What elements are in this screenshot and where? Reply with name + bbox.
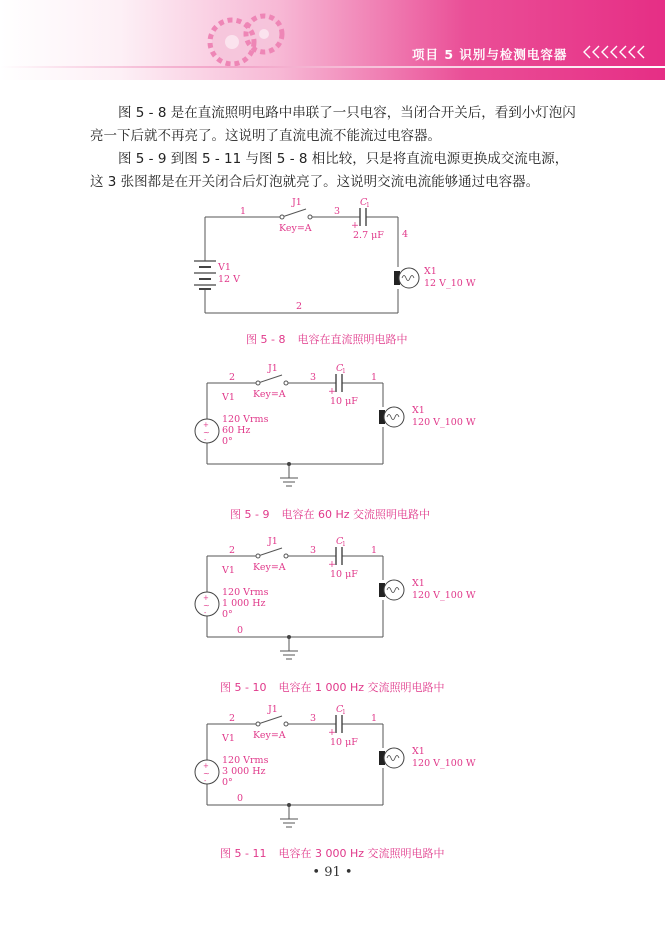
header-divider xyxy=(0,66,665,68)
source-voltage: 120 Vrms xyxy=(222,755,269,766)
caption-number: 图 5 - 10 xyxy=(220,681,267,694)
chevrons-left-icon xyxy=(582,44,652,60)
source-frequency: 1 000 Hz xyxy=(222,598,266,609)
source-phase: 0° xyxy=(222,777,233,788)
cap-plus: + xyxy=(328,727,336,738)
switch-name: J1 xyxy=(268,363,278,374)
figure-caption xyxy=(220,679,445,695)
cap-sub: 1 xyxy=(366,202,370,209)
switch-name: J1 xyxy=(268,536,278,547)
lamp-x1-icon xyxy=(379,580,404,600)
figure-caption xyxy=(246,331,407,347)
switch-name: J1 xyxy=(292,197,302,208)
svg-text:~: ~ xyxy=(203,601,210,610)
capacitor-c1 xyxy=(336,374,342,392)
page-number: • 91 • xyxy=(312,865,353,880)
cap-plus: + xyxy=(351,220,359,231)
svg-text:+: + xyxy=(203,594,209,602)
lamp-value: 12 V_10 W xyxy=(424,278,476,289)
source-frequency: 3 000 Hz xyxy=(222,766,266,777)
chapter-title: 项目 5 识别与检测电容器 xyxy=(412,47,568,62)
node-label: 3 xyxy=(310,372,317,383)
lamp-name: X1 xyxy=(412,746,425,757)
source-voltage: 120 Vrms xyxy=(222,587,269,598)
capacitor-c1 xyxy=(336,715,342,733)
node-label: 2 xyxy=(296,301,303,312)
caption-number: 图 5 - 8 xyxy=(246,333,286,346)
caption-text: 电容在 1 000 Hz 交流照明电路中 xyxy=(278,681,445,694)
figure-5-11 xyxy=(0,703,665,865)
lamp-value: 120 V_100 W xyxy=(412,758,476,769)
svg-text:-: - xyxy=(204,609,207,617)
node-label: 1 xyxy=(371,545,378,556)
ac-source-v1-icon xyxy=(195,592,219,617)
capacitor-c1 xyxy=(336,547,342,565)
node-label: 1 xyxy=(371,372,378,383)
lamp-name: X1 xyxy=(412,405,425,416)
node-label: 3 xyxy=(334,206,341,217)
cap-plus: + xyxy=(328,559,336,570)
cap-value: 10 μF xyxy=(330,396,358,407)
caption-number: 图 5 - 9 xyxy=(230,508,270,521)
switch-key: Key=A xyxy=(253,389,286,400)
lamp-x1-icon xyxy=(394,268,419,288)
lamp-x1-icon xyxy=(379,407,404,427)
svg-text:-: - xyxy=(204,436,207,444)
caption-number: 图 5 - 11 xyxy=(220,847,267,860)
svg-text:~: ~ xyxy=(203,769,210,778)
caption-text: 电容在直流照明电路中 xyxy=(297,333,408,346)
cap-plus: + xyxy=(328,386,336,397)
figure-5-8 xyxy=(0,195,665,350)
node-label: 0 xyxy=(237,793,244,804)
cap-value: 10 μF xyxy=(330,569,358,580)
caption-text: 电容在 60 Hz 交流照明电路中 xyxy=(281,508,431,521)
node-label: 2 xyxy=(229,713,236,724)
node-label: 3 xyxy=(310,713,317,724)
node-label: 2 xyxy=(229,545,236,556)
cap-name: C xyxy=(336,536,344,547)
figure-caption xyxy=(220,845,445,861)
cap-value: 10 μF xyxy=(330,737,358,748)
node-label: 1 xyxy=(240,206,247,217)
ac-source-v1-icon xyxy=(195,419,219,444)
cap-sub: 1 xyxy=(342,709,346,716)
source-name: V1 xyxy=(222,565,235,576)
node-label: 0 xyxy=(237,625,244,636)
svg-text:+: + xyxy=(203,762,209,770)
svg-text:-: - xyxy=(204,777,207,785)
cap-sub: 1 xyxy=(342,368,346,375)
svg-text:+: + xyxy=(203,421,209,429)
switch-key: Key=A xyxy=(253,730,286,741)
source-frequency: 60 Hz xyxy=(222,425,251,436)
switch-key: Key=A xyxy=(253,562,286,573)
battery-v1 xyxy=(194,261,216,289)
source-phase: 0° xyxy=(222,609,233,620)
source-name: V1 xyxy=(222,392,235,403)
source-name: V1 xyxy=(222,733,235,744)
source-name: V1 xyxy=(218,262,231,273)
dc-circuit-diagram xyxy=(0,195,665,350)
svg-text:~: ~ xyxy=(203,428,210,437)
lamp-name: X1 xyxy=(424,266,437,277)
source-voltage: 120 Vrms xyxy=(222,414,269,425)
lamp-name: X1 xyxy=(412,578,425,589)
ac-circuit-diagram xyxy=(0,535,665,697)
paragraph-dc: 图 5 - 8 是在直流照明电路中串联了一只电容，当闭合开关后，看到小灯泡闪亮一下后就不再亮了。这说明了直流电流不能流过电容器。 xyxy=(90,105,576,144)
node-label: 4 xyxy=(402,229,409,240)
figure-caption xyxy=(230,506,430,522)
source-value: 12 V xyxy=(218,274,240,285)
figure-5-10 xyxy=(0,535,665,697)
node-label: 3 xyxy=(310,545,317,556)
capacitor-c1 xyxy=(360,208,366,226)
node-label: 2 xyxy=(229,372,236,383)
switch-name: J1 xyxy=(268,704,278,715)
gear-decoration-icon xyxy=(188,4,298,68)
ac-source-v1-icon xyxy=(195,760,219,785)
cap-name: C xyxy=(360,197,368,208)
cap-value: 2.7 μF xyxy=(353,230,384,241)
lamp-value: 120 V_100 W xyxy=(412,417,476,428)
caption-text: 电容在 3 000 Hz 交流照明电路中 xyxy=(278,847,445,860)
ac-circuit-diagram xyxy=(0,703,665,865)
lamp-value: 120 V_100 W xyxy=(412,590,476,601)
cap-name: C xyxy=(336,363,344,374)
cap-name: C xyxy=(336,704,344,715)
cap-sub: 1 xyxy=(342,541,346,548)
ac-circuit-diagram xyxy=(0,362,665,524)
node-label: 1 xyxy=(371,713,378,724)
switch-key: Key=A xyxy=(279,223,312,234)
source-phase: 0° xyxy=(222,436,233,447)
lamp-x1-icon xyxy=(379,748,404,768)
figure-5-9 xyxy=(0,362,665,524)
paragraph-ac: 图 5 - 9 到图 5 - 11 与图 5 - 8 相比较，只是将直流电源更换成交流电源，这 3 张图都是在开关闭合后灯泡就亮了。这说明交流电流能够通过电容器。 xyxy=(90,151,569,190)
page-header xyxy=(0,0,665,80)
